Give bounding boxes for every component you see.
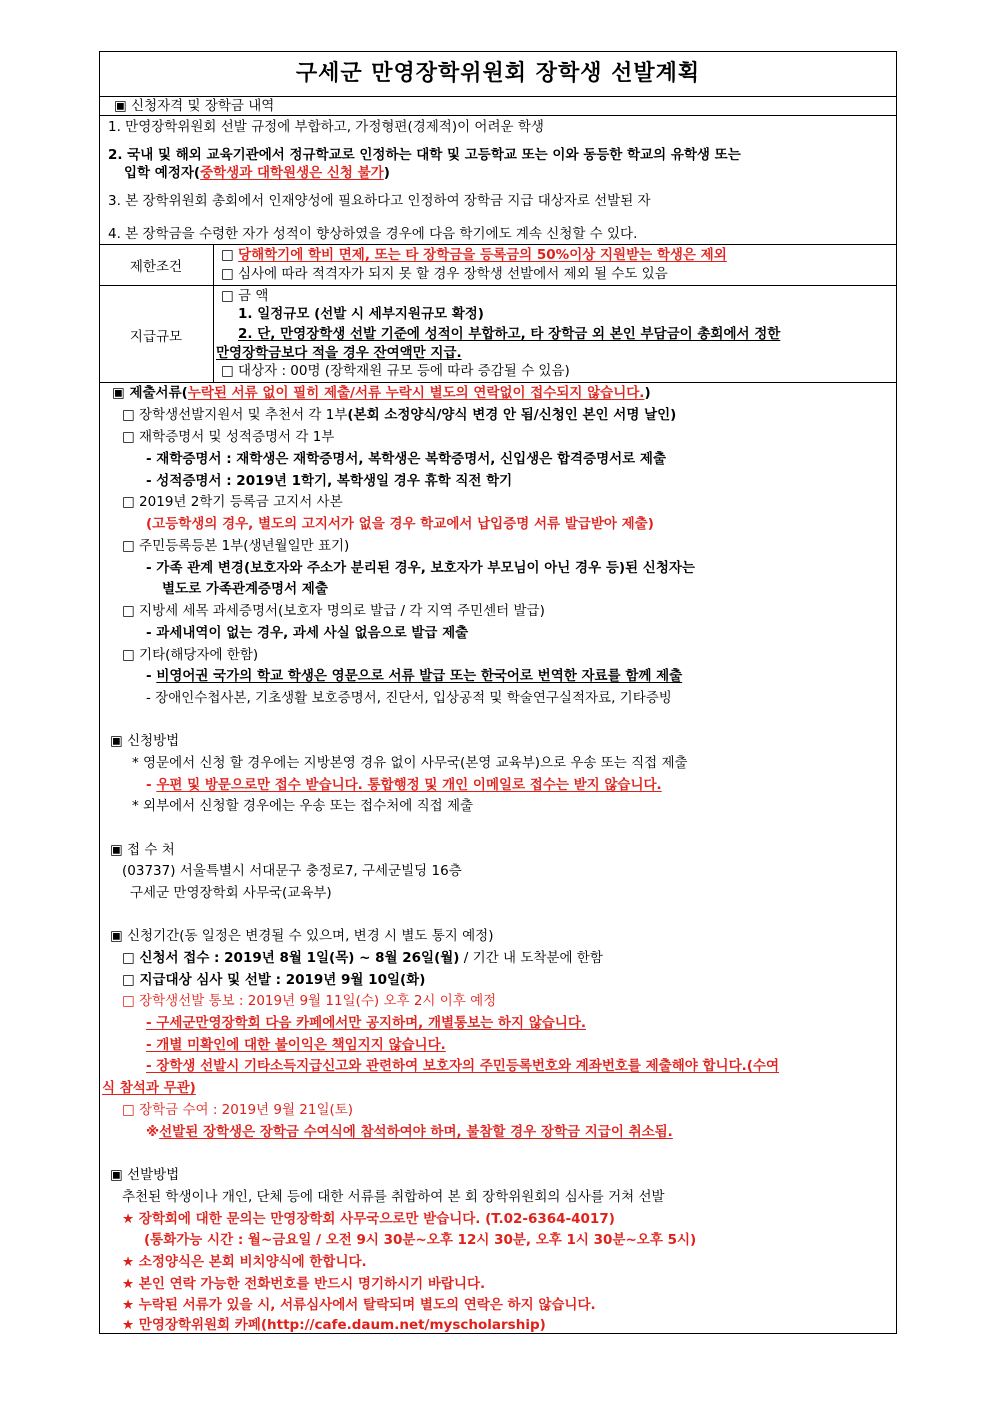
period-item-1: □ 신청서 접수 : 2019년 8월 1일(목) ~ 8월 26일(월) / 기간 내 도착분에 한함 [122, 950, 603, 966]
selection-note-1-sub: (통화가능 시간 : 월~금요일 / 오전 9시 30분~오후 12시 30분, 오후 1시 30분~오후 5시) [144, 1232, 697, 1248]
restriction-label: 제한조건 [129, 259, 183, 275]
ineligible-note: 중학생과 대학원생은 신청 불가 [200, 165, 384, 181]
period-item-2: □ 지급대상 심사 및 선발 : 2019년 9월 10일(화) [122, 972, 426, 988]
qualification-item-3: 3. 본 장학위원회 총회에서 인재양성에 필요하다고 인정하여 장학금 지급 대상자로 선발된 자 [108, 193, 651, 209]
payment-line-4: 만영장학금보다 적을 경우 잔여액만 지급. [216, 345, 462, 361]
qualification-item-2-line-2: 입학 예정자(중학생과 대학원생은 신청 불가) [124, 165, 390, 181]
period-item-3: □ 장학생선발 통보 : 2019년 9월 11일(수) 오후 2시 이후 예정 [122, 993, 497, 1009]
document-item-2: □ 재학증명서 및 성적증명서 각 1부 [122, 429, 335, 445]
document-item-6-sub-2: - 장애인수첩사본, 기초생활 보호증명서, 진단서, 입상공적 및 학술연구실적자료, 기타증빙 [146, 690, 672, 706]
period-header: ▣ 신청기간(동 일정은 변경될 수 있으며, 변경 시 별도 통지 예정) [110, 928, 494, 944]
payment-line-2: 1. 일정규모 (선발 시 세부지원규모 확정) [238, 306, 484, 322]
selection-note-5: ★ 만영장학위원회 카페(http://cafe.daum.net/myscholarship) [122, 1317, 546, 1333]
method-item-2: - 우편 및 방문으로만 접수 받습니다. 통합행정 및 개인 이메일로 접수는 받지 않습니다. [146, 777, 662, 793]
document-frame [99, 51, 897, 1334]
qualification-item-4: 4. 본 장학금을 수령한 자가 성적이 향상하였을 경우에 다음 학기에도 계속 신청할 수 있다. [108, 226, 638, 242]
method-item-3: * 외부에서 신청할 경우에는 우송 또는 접수처에 직접 제출 [132, 798, 474, 814]
selection-description: 추천된 학생이나 개인, 단체 등에 대한 서류를 취합하여 본 회 장학위원회의 심사를 거쳐 선발 [122, 1189, 665, 1205]
selection-note-2: ★ 소정양식은 본회 비치양식에 한합니다. [122, 1254, 367, 1270]
period-item-3-sub-3-cont: 식 참석과 무관) [102, 1080, 196, 1096]
document-item-6: □ 기타(해당자에 한함) [122, 647, 259, 663]
divider [100, 244, 896, 245]
period-item-4-note: ※선발된 장학생은 장학금 수여식에 참석하여야 하며, 불참할 경우 장학금 지급이 취소됨. [146, 1124, 673, 1140]
document-item-3-sub: (고등학생의 경우, 별도의 고지서가 없을 경우 학교에서 납입증명 서류 발급받아 제출) [146, 516, 654, 532]
document-item-4-sub-2: 별도로 가족관계증명서 제출 [162, 581, 328, 597]
payment-line-1: □ 금 액 [221, 288, 269, 304]
method-item-1: * 영문에서 신청 할 경우에는 지방본영 경유 없이 사무국(본영 교육부)으로 우송 또는 직접 제출 [132, 755, 688, 771]
document-item-2-sub-2: - 성적증명서 : 2019년 1학기, 복학생일 경우 휴학 직전 학기 [146, 473, 513, 489]
divider [100, 382, 896, 383]
reception-office: 구세군 만영장학회 사무국(교육부) [130, 885, 332, 901]
document-item-4: □ 주민등록등본 1부(생년월일만 표기) [122, 538, 350, 554]
document-item-4-sub-1: - 가족 관계 변경(보호자와 주소가 분리된 경우, 보호자가 부모님이 아닌 경우 등)된 신청자는 [146, 560, 695, 576]
document-item-1: □ 장학생선발지원서 및 추천서 각 1부(본회 소정양식/양식 변경 안 됨/신청인 본인 서명 날인) [122, 407, 677, 423]
payment-label: 지급규모 [129, 329, 183, 345]
document-title: 구세군 만영장학위원회 장학생 선발계획 [100, 52, 896, 97]
method-header: ▣ 신청방법 [110, 733, 180, 749]
divider [100, 285, 896, 286]
document-item-5-sub: - 과세내역이 없는 경우, 과세 사실 없음으로 발급 제출 [146, 625, 469, 641]
document-item-2-sub-1: - 재학증명서 : 재학생은 재학증명서, 복학생은 복학증명서, 신입생은 합격증명서로 제출 [146, 451, 666, 467]
selection-note-3: ★ 본인 연락 가능한 전화번호를 반드시 명기하시기 바랍니다. [122, 1276, 486, 1292]
restriction-line-2: □ 심사에 따라 적격자가 되지 못 할 경우 장학생 선발에서 제외 될 수도 있음 [221, 266, 668, 282]
documents-header: ▣ 제출서류(누락된 서류 없이 필히 제출/서류 누락시 별도의 연락없이 접수되지 않습니다.) [112, 385, 651, 401]
divider [100, 115, 896, 116]
restriction-line-1: □ 당해학기에 학비 면제, 또는 타 장학금을 등록금의 50%이상 지원받는 학생은 제외 [221, 247, 727, 263]
period-item-3-sub-1: - 구세군만영장학회 다음 카페에서만 공지하며, 개별통보는 하지 않습니다. [146, 1015, 586, 1031]
payment-line-3: 2. 단, 만영장학생 선발 기준에 성적이 부합하고, 타 장학금 외 본인 부담금이 총회에서 정한 [238, 326, 781, 342]
period-item-3-sub-2: - 개별 미확인에 대한 불이익은 책임지지 않습니다. [146, 1037, 446, 1053]
document-item-3: □ 2019년 2학기 등록금 고지서 사본 [122, 494, 343, 510]
period-item-3-sub-3: - 장학생 선발시 기타소득지급신고와 관련하여 보호자의 주민등록번호와 계좌번호를 제출해야 합니다.(수여 [146, 1058, 780, 1074]
qualification-item-2-line-1: 2. 국내 및 해외 교육기관에서 정규학교로 인정하는 대학 및 고등학교 또는 이와 동등한 학교의 유학생 또는 [108, 147, 741, 163]
selection-header: ▣ 선발방법 [110, 1167, 180, 1183]
reception-address: (03737) 서울특별시 서대문구 충정로7, 구세군빌딩 16층 [122, 863, 462, 879]
qualification-item-1: 1. 만영장학위원회 선발 규정에 부합하고, 가정형편(경제적)이 어려운 학생 [108, 119, 544, 135]
column-divider [213, 244, 214, 382]
reception-header: ▣ 접 수 처 [110, 842, 175, 858]
payment-line-5: □ 대상자 : 00명 (장학재원 규모 등에 따라 증감될 수 있음) [221, 363, 570, 379]
qualification-header: ▣ 신청자격 및 장학금 내역 [114, 98, 275, 114]
period-item-4: □ 장학금 수여 : 2019년 9월 21일(토) [122, 1102, 354, 1118]
selection-note-1: ★ 장학회에 대한 문의는 만영장학회 사무국으로만 받습니다. (T.02-6364-4017) [122, 1211, 615, 1227]
document-item-5: □ 지방세 세목 과세증명서(보호자 명의로 발급 / 각 지역 주민센터 발급) [122, 603, 545, 619]
document-item-6-sub-1: - 비영어권 국가의 학교 학생은 영문으로 서류 발급 또는 한국어로 번역한 자료를 함께 제출 [146, 668, 683, 684]
selection-note-4: ★ 누락된 서류가 있을 시, 서류심사에서 탈락되며 별도의 연락은 하지 않습니다. [122, 1297, 596, 1313]
